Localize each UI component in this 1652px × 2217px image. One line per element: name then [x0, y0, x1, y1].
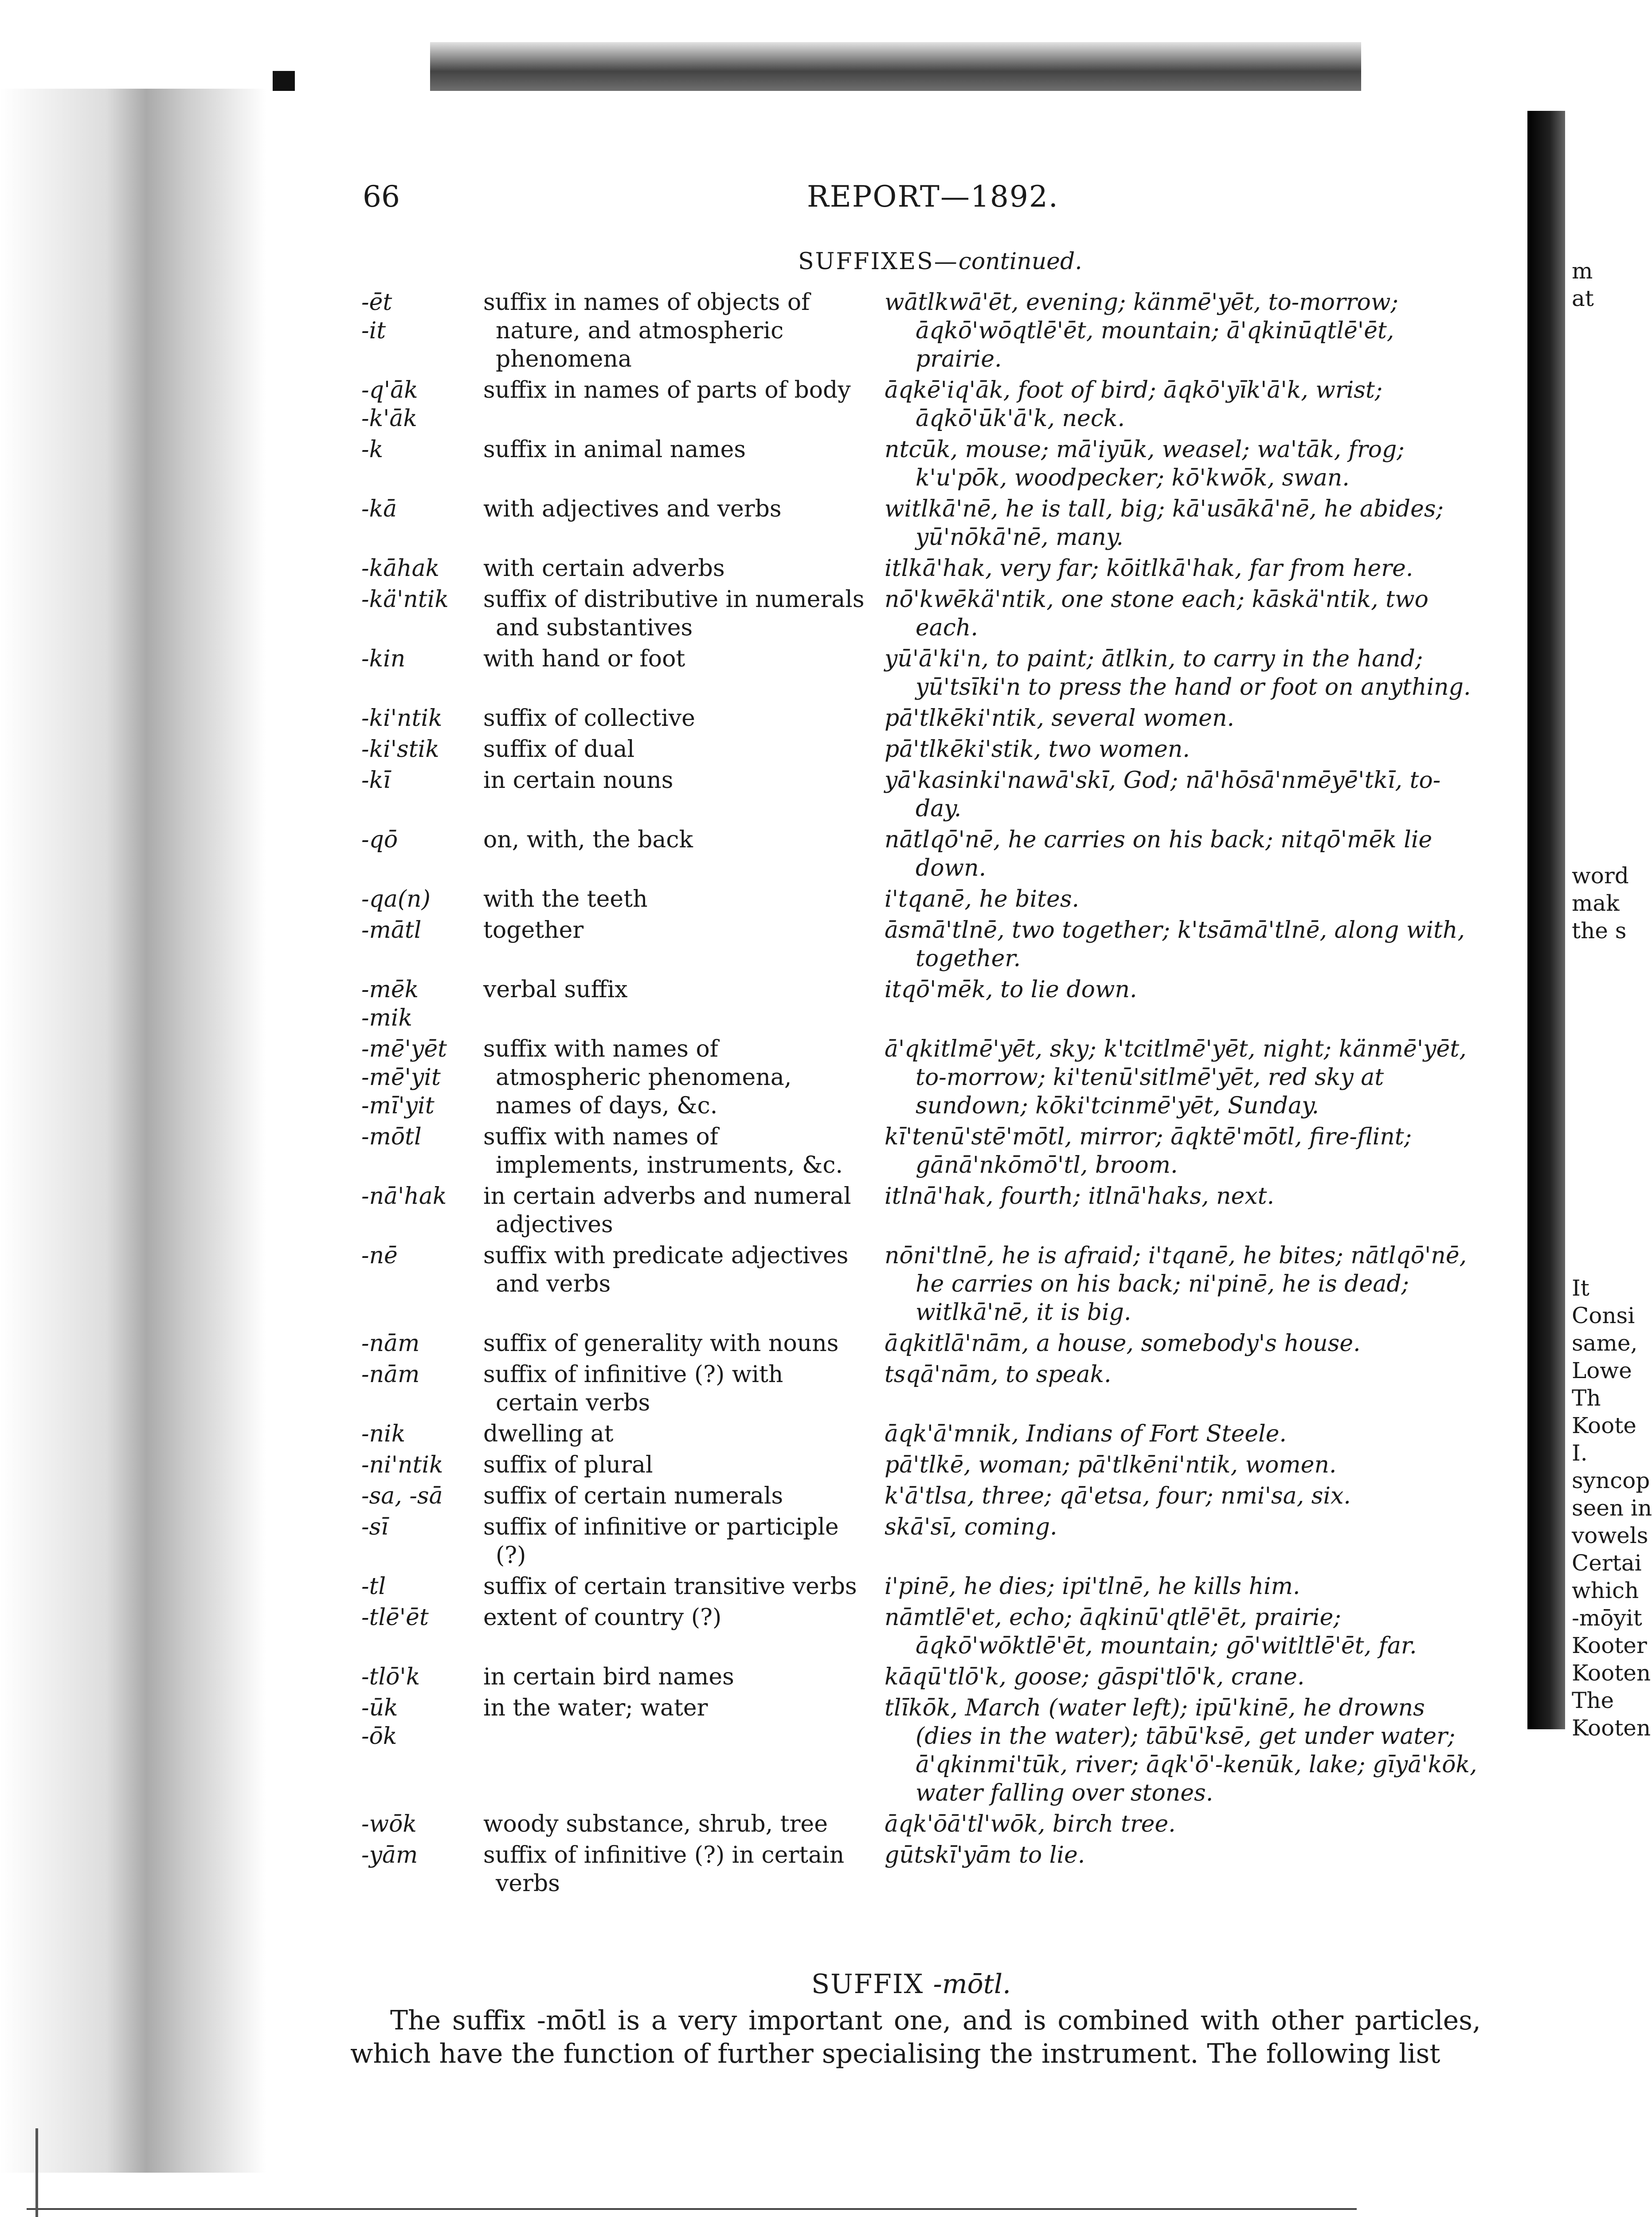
- sub-heading: [811, 1969, 1011, 2000]
- meaning-cell: in certain nouns: [483, 767, 673, 794]
- scan-artifact-bottom: [27, 2208, 1357, 2210]
- body-paragraph: The suffix -mōtl is a very important one, and is combined with other particles, which have the function of further specialising the instrument. The following list: [350, 2005, 1481, 2069]
- table-row: [361, 735, 1483, 764]
- examples-cell: tsqā'nām, to speak.: [885, 1361, 1112, 1388]
- page-number: 66: [363, 180, 400, 214]
- meaning-cell: with hand or foot: [483, 646, 685, 672]
- suffix-cell: -sī: [361, 1514, 388, 1540]
- sub-heading-suffix: -mōtl.: [933, 1969, 1011, 2000]
- margin-line: which: [1572, 1578, 1639, 1603]
- table-row: [361, 1513, 1483, 1570]
- margin-line: Kooter: [1572, 1633, 1647, 1658]
- meaning-cell: on, with, the back: [483, 826, 693, 853]
- margin-line: [1572, 972, 1634, 999]
- examples-cell: āqkitlā'nām, a house, somebody's house.: [885, 1330, 1361, 1357]
- suffix-cell: -q'āk -k'āk: [361, 377, 418, 432]
- sub-heading-text: SUFFIX: [811, 1969, 924, 2000]
- meaning-cell: in the water; water: [483, 1695, 708, 1721]
- meaning-cell: suffix in animal names: [483, 436, 746, 463]
- running-head: REPORT—1892.: [807, 180, 1059, 214]
- table-row: [361, 704, 1483, 732]
- margin-line: Th: [1572, 1385, 1601, 1411]
- section-title-cont: continued.: [958, 248, 1082, 275]
- meaning-cell: verbal suffix: [483, 976, 628, 1003]
- examples-cell: pā'tlkē, woman; pā'tlkēni'ntik, women.: [885, 1452, 1337, 1478]
- margin-line: seen in: [1572, 1495, 1652, 1521]
- table-row: [361, 975, 1483, 1032]
- margin-line: -mōyit: [1572, 1605, 1642, 1631]
- suffix-cell: -mātl: [361, 917, 422, 944]
- margin-line: [1572, 560, 1634, 587]
- margin-line: [1572, 1219, 1634, 1247]
- table-row: [361, 1035, 1483, 1120]
- meaning-cell: suffix of collective: [483, 705, 695, 732]
- table-row: [361, 1572, 1483, 1601]
- margin-line: [1572, 944, 1634, 972]
- suffix-cell: -nē: [361, 1242, 398, 1269]
- meaning-cell: suffix with names of implements, instruments, &c.: [483, 1124, 843, 1179]
- examples-cell: wātlkwā'ēt, evening; känmē'yēt, to-morrow; āqkō'wōqtlē'ēt, mountain; ā'qkinūqtlē'ēt, prairie.: [885, 289, 1398, 372]
- examples-cell: witlkā'nē, he is tall, big; kā'usākā'nē, he abides; yū'nōkā'nē, many.: [885, 496, 1444, 551]
- margin-line: syncop: [1572, 1468, 1650, 1493]
- meaning-cell: suffix in names of parts of body: [483, 377, 851, 403]
- suffix-cell: -ki'stik: [361, 736, 439, 763]
- margin-line: Lowe: [1572, 1358, 1632, 1383]
- table-row: [361, 885, 1483, 913]
- table-row: [361, 766, 1483, 823]
- suffix-cell: -nā'hak: [361, 1183, 447, 1210]
- margin-line: [1572, 340, 1634, 367]
- suffix-cell: -qō: [361, 826, 398, 853]
- meaning-cell: in certain adverbs and numeral adjectives: [483, 1183, 851, 1238]
- suffix-cell: -ūk -ōk: [361, 1695, 398, 1750]
- examples-cell: ntcūk, mouse; mā'iyūk, weasel; wa'tāk, frog; k'u'pōk, woodpecker; kō'kwōk, swan.: [885, 436, 1405, 491]
- margin-line: [1572, 999, 1634, 1027]
- table-row: [361, 435, 1483, 492]
- meaning-cell: suffix of distributive in numerals and substantives: [483, 586, 865, 641]
- table-row: [361, 1482, 1483, 1510]
- examples-cell: i'pinē, he dies; ipi'tlnē, he kills him.: [885, 1573, 1300, 1600]
- meaning-cell: with the teeth: [483, 886, 648, 913]
- examples-cell: i'tqanē, he bites.: [885, 886, 1080, 913]
- examples-cell: pā'tlkēki'stik, two women.: [885, 736, 1190, 763]
- section-title-text: SUFFIXES—: [798, 248, 959, 275]
- margin-line: [1572, 532, 1634, 560]
- margin-line: [1572, 807, 1634, 834]
- table-row: [361, 1603, 1483, 1660]
- margin-line: [1572, 615, 1634, 642]
- table-row: [361, 585, 1483, 642]
- examples-cell: yū'ā'ki'n, to paint; ātlkin, to carry in the hand; yū'tsīki'n to press the hand or foot on anything.: [885, 646, 1471, 701]
- examples-cell: k'ā'tlsa, three; qā'etsa, four; nmi'sa, six.: [885, 1483, 1351, 1509]
- margin-line: [1572, 312, 1634, 340]
- margin-line: vowels: [1572, 1523, 1648, 1548]
- suffix-cell: -kin: [361, 646, 406, 672]
- examples-cell: itlkā'hak, very far; kōitlkā'hak, far from here.: [885, 555, 1413, 582]
- margin-line: [1572, 1247, 1634, 1274]
- margin-line: [1572, 477, 1634, 505]
- table-row: [361, 1841, 1483, 1898]
- examples-cell: itqō'mēk, to lie down.: [885, 976, 1137, 1003]
- suffix-cell: -sa, -sā: [361, 1483, 443, 1509]
- meaning-cell: suffix of dual: [483, 736, 635, 763]
- meaning-cell: suffix of generality with nouns: [483, 1330, 839, 1357]
- margin-line: [1572, 1027, 1634, 1054]
- meaning-cell: woody substance, shrub, tree: [483, 1811, 828, 1837]
- margin-line: the s: [1572, 918, 1627, 944]
- table-row: [361, 1329, 1483, 1358]
- suffix-cell: -ki'ntik: [361, 705, 442, 732]
- right-margin-text: [1572, 257, 1652, 1742]
- margin-line: m: [1572, 258, 1593, 284]
- suffix-table: [361, 288, 1483, 1900]
- examples-cell: tlīkōk, March (water left); ipū'kinē, he drowns (dies in the water); tābū'ksē, get under water; ā'qkinmi'tūk, river; āqk'ō'-kenūk, lake; gīyā'kōk, water falling over stones.: [885, 1695, 1477, 1806]
- meaning-cell: suffix of infinitive or participle (?): [483, 1514, 839, 1569]
- margin-line: [1572, 422, 1634, 450]
- margin-line: [1572, 1164, 1634, 1192]
- examples-cell: āqk'ā'mnik, Indians of Fort Steele.: [885, 1421, 1287, 1447]
- meaning-cell: suffix of certain transitive verbs: [483, 1573, 857, 1600]
- table-row: [361, 1242, 1483, 1327]
- examples-cell: ā'qkitlmē'yēt, sky; k'tcitlmē'yēt, night; känmē'yēt, to-morrow; ki'tenū'sitlmē'yēt, red sky at sundown; kōki'tcinmē'yēt, Sunday.: [885, 1036, 1467, 1119]
- table-row: [361, 1360, 1483, 1417]
- meaning-cell: in certain bird names: [483, 1664, 734, 1690]
- suffix-cell: -yām: [361, 1842, 418, 1868]
- margin-line: [1572, 642, 1634, 670]
- margin-line: [1572, 1109, 1634, 1137]
- meaning-cell: suffix of infinitive (?) with certain verbs: [483, 1361, 783, 1416]
- meaning-cell: together: [483, 917, 584, 944]
- examples-cell: skā'sī, coming.: [885, 1514, 1057, 1540]
- table-row: [361, 1182, 1483, 1239]
- margin-line: [1572, 834, 1634, 862]
- examples-cell: āsmā'tlnē, two together; k'tsāmā'tlnē, along with, together.: [885, 917, 1465, 972]
- margin-line: [1572, 450, 1634, 477]
- margin-line: [1572, 779, 1634, 807]
- table-row: [361, 495, 1483, 552]
- margin-line: [1572, 505, 1634, 532]
- examples-cell: itlnā'hak, fourth; itlnā'haks, next.: [885, 1183, 1275, 1210]
- margin-line: [1572, 1192, 1634, 1219]
- margin-line: I.: [1572, 1440, 1588, 1466]
- examples-cell: āqk'ōā'tl'wōk, birch tree.: [885, 1811, 1176, 1837]
- table-row: [361, 1663, 1483, 1691]
- meaning-cell: suffix of plural: [483, 1452, 653, 1478]
- binding-shadow: [0, 89, 266, 2173]
- scan-artifact-edge: [35, 2128, 38, 2217]
- margin-line: mak: [1572, 890, 1620, 916]
- examples-cell: nō'kwēkä'ntik, one stone each; kāskä'ntik, two each.: [885, 586, 1429, 641]
- margin-line: The: [1572, 1688, 1614, 1713]
- margin-line: [1572, 1082, 1634, 1109]
- table-row: [361, 916, 1483, 973]
- suffix-cell: -tlē'ēt: [361, 1604, 429, 1631]
- suffix-cell: -kī: [361, 767, 391, 794]
- examples-cell: kāqū'tlō'k, goose; gāspi'tlō'k, crane.: [885, 1664, 1305, 1690]
- margin-line: Certai: [1572, 1550, 1642, 1576]
- margin-line: [1572, 395, 1634, 422]
- meaning-cell: suffix in names of objects of nature, and atmospheric phenomena: [483, 289, 810, 372]
- meaning-cell: extent of country (?): [483, 1604, 722, 1631]
- suffix-cell: -wōk: [361, 1811, 417, 1837]
- margin-line: [1572, 1137, 1634, 1164]
- table-row: [361, 376, 1483, 433]
- suffix-cell: -kä'ntik: [361, 586, 449, 613]
- meaning-cell: suffix of infinitive (?) in certain verbs: [483, 1842, 845, 1897]
- suffix-cell: -mēk -mik: [361, 976, 419, 1031]
- scan-mark: [273, 71, 295, 91]
- suffix-cell: -kāhak: [361, 555, 440, 582]
- suffix-cell: -nik: [361, 1421, 406, 1447]
- suffix-cell: -mōtl: [361, 1124, 422, 1150]
- examples-cell: gūtskī'yām to lie.: [885, 1842, 1085, 1868]
- examples-cell: kī'tenū'stē'mōtl, mirror; āqktē'mōtl, fire-flint; gānā'nkōmō'tl, broom.: [885, 1124, 1412, 1179]
- examples-cell: āqkē'iq'āk, foot of bird; āqkō'yīk'ā'k, wrist; āqkō'ūk'ā'k, neck.: [885, 377, 1383, 432]
- margin-line: word: [1572, 863, 1629, 889]
- margin-line: Koote: [1572, 1413, 1636, 1438]
- meaning-cell: with certain adverbs: [483, 555, 725, 582]
- scan-artifact-top: [430, 42, 1361, 91]
- table-row: [361, 1451, 1483, 1479]
- suffix-cell: -mē'yēt -mē'yit -mī'yit: [361, 1036, 447, 1119]
- examples-cell: nātlqō'nē, he carries on his back; nitqō'mēk lie down.: [885, 826, 1433, 881]
- margin-line: [1572, 752, 1634, 779]
- margin-line: [1572, 1054, 1634, 1082]
- suffix-cell: -kā: [361, 496, 397, 522]
- table-row: [361, 1123, 1483, 1179]
- margin-line: at: [1572, 286, 1594, 311]
- suffix-cell: -ēt -it: [361, 289, 392, 344]
- scan-artifact-right: [1527, 111, 1565, 1729]
- meaning-cell: suffix of certain numerals: [483, 1483, 783, 1509]
- suffix-cell: -qa(n): [361, 886, 431, 913]
- examples-cell: yā'kasinki'nawā'skī, God; nā'hōsā'nmēyē'tkī, to-day.: [885, 767, 1441, 822]
- table-row: [361, 1810, 1483, 1838]
- meaning-cell: dwelling at: [483, 1421, 614, 1447]
- table-row: [361, 1420, 1483, 1448]
- margin-line: [1572, 725, 1634, 752]
- margin-line: Kooten: [1572, 1715, 1651, 1741]
- margin-line: Kooten: [1572, 1660, 1651, 1686]
- margin-line: It: [1572, 1275, 1589, 1301]
- examples-cell: nōni'tlnē, he is afraid; i'tqanē, he bites; nātlqō'nē, he carries on his back; ni'pinē, he is dead; witlkā'nē, it is big.: [885, 1242, 1467, 1326]
- section-title: [798, 248, 1082, 275]
- margin-line: Consi: [1572, 1303, 1635, 1328]
- table-row: [361, 826, 1483, 882]
- suffix-cell: -tlō'k: [361, 1664, 420, 1690]
- meaning-cell: suffix with names of atmospheric phenomena, names of days, &c.: [483, 1036, 792, 1119]
- suffix-cell: -ni'ntik: [361, 1452, 443, 1478]
- meaning-cell: with adjectives and verbs: [483, 496, 782, 522]
- margin-line: [1572, 367, 1634, 395]
- table-row: [361, 1694, 1483, 1807]
- suffix-cell: -tl: [361, 1573, 386, 1600]
- margin-line: same,: [1572, 1330, 1638, 1356]
- examples-cell: pā'tlkēki'ntik, several women.: [885, 705, 1234, 732]
- suffix-cell: -nām: [361, 1330, 420, 1357]
- table-row: [361, 554, 1483, 583]
- meaning-cell: suffix with predicate adjectives and verbs: [483, 1242, 849, 1297]
- margin-line: [1572, 697, 1634, 725]
- table-row: [361, 645, 1483, 701]
- margin-line: [1572, 670, 1634, 697]
- table-row: [361, 288, 1483, 373]
- suffix-cell: -nām: [361, 1361, 420, 1388]
- margin-line: [1572, 587, 1634, 615]
- examples-cell: nāmtlē'et, echo; āqkinū'qtlē'ēt, prairie; āqkō'wōktlē'ēt, mountain; gō'witltlē'ēt, far.: [885, 1604, 1417, 1659]
- suffix-cell: -k: [361, 436, 384, 463]
